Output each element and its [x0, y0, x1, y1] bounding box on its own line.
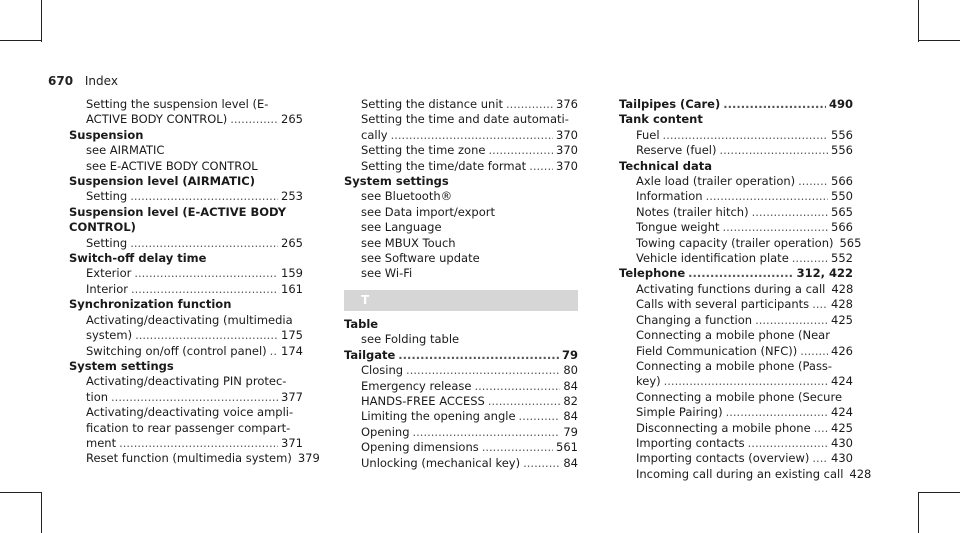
entry-label: Towing capacity (trailer operation) [636, 235, 834, 250]
page-reference[interactable]: 370 [556, 127, 578, 142]
page-reference[interactable]: 426 [831, 343, 853, 358]
page-reference[interactable]: 370 [556, 158, 578, 173]
entry-label: Tailpipes (Care) [619, 97, 721, 111]
index-entry [344, 189, 578, 204]
page-reference[interactable]: 428 [849, 466, 872, 481]
crop-mark [918, 40, 960, 41]
leader-dots [800, 344, 828, 359]
page-reference[interactable]: 84 [563, 378, 578, 393]
index-heading [619, 112, 853, 127]
leader-dots [134, 266, 278, 281]
entry-label: Suspension level (E-ACTIVE BODY [69, 204, 287, 219]
index-entry [344, 456, 578, 471]
entry-label: ment [86, 435, 117, 450]
leader-dots [130, 236, 278, 251]
index-entry [619, 220, 853, 235]
index-entry [344, 440, 578, 455]
leader-dots [752, 205, 828, 220]
index-entry [619, 128, 853, 143]
index-heading [619, 266, 853, 281]
page-reference[interactable]: 80 [563, 363, 578, 378]
index-entry [344, 143, 578, 158]
index-entry [69, 189, 303, 204]
index-entry [619, 313, 853, 328]
index-entry [619, 421, 853, 436]
index-entry [619, 297, 853, 312]
entry-label: Unlocking (mechanical key) [361, 455, 521, 470]
index-entry [619, 251, 853, 266]
page-header [48, 74, 118, 88]
leader-dots [111, 390, 278, 405]
entry-label: cally [361, 127, 388, 142]
leader-dots [664, 374, 828, 389]
index-entry [619, 466, 872, 482]
crop-mark [918, 492, 919, 533]
page-reference[interactable]: 379 [297, 451, 320, 466]
index-entry [69, 143, 303, 158]
entry-label: Incoming call during an existing call [636, 466, 844, 481]
index-heading [344, 174, 578, 189]
page-reference[interactable]: 430 [831, 435, 853, 450]
index-entry [619, 390, 853, 405]
page-reference[interactable]: 430 [831, 451, 853, 466]
entry-label: Tongue weight [636, 220, 720, 235]
leader-dots [723, 97, 826, 112]
page-reference[interactable]: 79 [563, 424, 578, 439]
entry-label: Vehicle identification plate [636, 251, 789, 266]
leader-dots [663, 128, 829, 143]
index-entry [619, 235, 862, 251]
entry-label: Opening [361, 424, 410, 439]
entry-label: Closing [361, 363, 404, 378]
entry-label: System settings [69, 358, 174, 373]
index-entry [344, 332, 578, 347]
leader-dots [812, 451, 828, 466]
index-entry [619, 344, 853, 359]
leader-dots [529, 159, 553, 174]
page-reference[interactable]: 552 [831, 251, 853, 266]
index-column-1 [69, 97, 320, 467]
leader-dots [723, 220, 829, 235]
page-reference[interactable]: 376 [556, 97, 578, 111]
index-heading [619, 159, 853, 174]
entry-label: CONTROL) [69, 220, 136, 235]
index-entry [69, 282, 303, 297]
index-entry [344, 236, 578, 251]
page-number: 670 [48, 74, 74, 88]
entry-label: Technical data [619, 158, 713, 173]
entry-label: tion [86, 389, 109, 404]
entry-label: key) [636, 374, 661, 389]
entry-label: Importing contacts [636, 435, 745, 450]
leader-dots [488, 394, 561, 409]
page-reference[interactable]: 312, 422 [796, 266, 853, 281]
leader-dots [814, 421, 828, 436]
entry-label: Tank content [619, 112, 703, 127]
index-entry [619, 451, 853, 466]
index-entry [69, 451, 320, 466]
page-reference[interactable]: 174 [281, 343, 303, 358]
leader-dots [398, 348, 559, 363]
leader-dots [131, 282, 278, 297]
index-entry [344, 97, 578, 112]
entry-label: Activating/deactivating (multimedia [86, 312, 293, 327]
leader-dots [506, 97, 553, 112]
page-reference[interactable]: 370 [556, 143, 578, 158]
page-reference[interactable]: 425 [831, 420, 853, 435]
index-entry [344, 220, 578, 235]
entry-label: see Wi-Fi [361, 266, 413, 281]
leader-dots [482, 440, 553, 455]
entry-label: Opening dimensions [361, 440, 479, 455]
page-reference[interactable]: 159 [281, 266, 303, 281]
index-entry [69, 236, 303, 251]
index-entry [344, 266, 578, 281]
page-reference[interactable]: 565 [831, 204, 853, 219]
entry-label: Reserve (fuel) [636, 143, 717, 158]
entry-label: see AIRMATIC [86, 143, 165, 158]
leader-dots [130, 189, 278, 204]
index-entry [69, 97, 303, 112]
index-entry [344, 251, 578, 266]
leader-dots [474, 379, 560, 394]
crop-mark [0, 40, 42, 41]
page-reference[interactable]: 265 [281, 235, 303, 250]
page-reference[interactable]: 253 [281, 189, 303, 204]
index-entry [344, 394, 578, 409]
entry-label: HANDS-FREE ACCESS [361, 393, 485, 408]
entry-label: System settings [344, 174, 449, 189]
leader-dots [119, 436, 278, 451]
page-reference[interactable]: 566 [831, 220, 853, 235]
entry-label: see Bluetooth® [361, 189, 453, 204]
index-entry [619, 328, 853, 343]
index-heading [344, 317, 578, 332]
page-reference[interactable]: 565 [839, 235, 862, 250]
index-entry [619, 282, 853, 297]
crop-mark [0, 492, 42, 493]
entry-label: Calls with several participants [636, 297, 810, 312]
entry-label: see Folding table [361, 332, 460, 347]
crop-mark [41, 0, 42, 42]
entry-label: system) [86, 328, 133, 343]
entry-label: Synchronization function [69, 297, 232, 312]
index-entry [69, 421, 303, 436]
entry-label: see Language [361, 220, 442, 235]
index-entry [619, 405, 853, 420]
index-heading [69, 205, 303, 220]
section-title: Index [84, 74, 118, 88]
index-entry [619, 189, 853, 204]
index-entry [69, 159, 303, 174]
entry-label: Reset function (multimedia system) [86, 451, 292, 466]
leader-dots [413, 425, 561, 440]
entry-label: Exterior [86, 266, 132, 281]
index-entry [69, 313, 303, 328]
index-entry [619, 436, 853, 451]
index-letter-heading: T [344, 290, 578, 311]
index-entry [619, 174, 853, 189]
entry-label: Setting the distance unit [361, 97, 504, 111]
leader-dots [726, 405, 828, 420]
page-reference[interactable]: 424 [831, 405, 853, 420]
index-heading [619, 97, 853, 112]
page-reference[interactable]: 490 [828, 97, 853, 111]
entry-label: Telephone [619, 266, 686, 281]
entry-label: Switch-off delay time [69, 251, 207, 266]
entry-label: see MBUX Touch [361, 235, 456, 250]
entry-label: Limiting the opening angle [361, 409, 516, 424]
page-reference[interactable]: 550 [831, 189, 853, 204]
entry-label: Activating/deactivating PIN protec- [86, 374, 287, 389]
index-entry [69, 112, 303, 127]
entry-label: Table [344, 316, 379, 331]
leader-dots [135, 328, 278, 343]
index-heading [344, 348, 578, 363]
page-reference[interactable]: 82 [563, 393, 578, 408]
leader-dots [792, 251, 828, 266]
page-reference[interactable]: 175 [281, 328, 303, 343]
leader-dots [706, 189, 828, 204]
leader-dots [798, 174, 828, 189]
leader-dots [230, 112, 278, 127]
leader-dots [488, 143, 553, 158]
entry-label: Setting [86, 235, 128, 250]
entry-label: see Software update [361, 251, 480, 266]
index-column-2 [344, 97, 578, 471]
leader-dots [270, 344, 278, 359]
leader-dots [688, 266, 793, 281]
page-reference[interactable]: 428 [831, 281, 854, 296]
entry-label: Connecting a mobile phone (Secure [636, 389, 843, 404]
entry-label: Activating/deactivating voice ampli- [86, 405, 294, 420]
page-reference[interactable]: 556 [831, 127, 853, 142]
index-heading [69, 128, 303, 143]
page-reference[interactable]: 84 [563, 455, 578, 470]
index-entry [344, 205, 578, 220]
entry-label: Activating functions during a call [636, 281, 826, 296]
index-entry [344, 128, 578, 143]
entry-label: Field Communication (NFC)) [636, 343, 798, 358]
index-entry [69, 436, 303, 451]
entry-label: Tailgate [344, 347, 396, 362]
index-entry [69, 344, 303, 359]
entry-label: Setting the suspension level (E- [86, 97, 269, 111]
entry-label: Connecting a mobile phone (Near [636, 328, 830, 343]
page-reference[interactable]: 79 [561, 347, 578, 362]
index-entry [619, 205, 853, 220]
entry-label: Switching on/off (control panel) [86, 343, 267, 358]
index-entry [69, 374, 303, 389]
page-reference[interactable]: 377 [281, 389, 303, 404]
page-reference[interactable]: 371 [281, 435, 303, 450]
entry-label: Connecting a mobile phone (Pass- [636, 358, 833, 373]
index-column-3 [619, 97, 872, 482]
crop-mark [918, 0, 919, 42]
index-entry [69, 390, 303, 405]
leader-dots [391, 128, 553, 143]
index-entry [344, 112, 578, 127]
index-entry [619, 374, 853, 389]
index-heading [69, 251, 303, 266]
leader-dots [523, 456, 560, 471]
entry-label: Emergency release [361, 378, 472, 393]
entry-label: Fuel [636, 127, 660, 142]
entry-label: ACTIVE BODY CONTROL) [86, 112, 228, 127]
entry-label: Setting the time/date format [361, 158, 527, 173]
entry-label: Setting the time zone [361, 143, 486, 158]
index-entry [344, 363, 578, 378]
index-heading [69, 174, 303, 189]
index-heading [69, 220, 303, 235]
page-reference[interactable]: 566 [831, 174, 853, 189]
entry-label: Setting [86, 189, 128, 204]
page-reference[interactable]: 265 [281, 112, 303, 127]
page-reference[interactable]: 428 [831, 297, 853, 312]
index-heading [69, 297, 303, 312]
index-entry [69, 266, 303, 281]
entry-label: Importing contacts (overview) [636, 451, 810, 466]
leader-dots [719, 143, 828, 158]
entry-label: Setting the time and date automati- [361, 112, 569, 127]
index-entry [69, 405, 303, 420]
leader-dots [519, 409, 561, 424]
index-entry [69, 328, 303, 343]
index-entry [619, 359, 853, 374]
crop-mark [918, 492, 960, 493]
entry-label: Suspension level (AIRMATIC) [69, 174, 255, 189]
page-reference[interactable]: 84 [563, 409, 578, 424]
index-entry [344, 409, 578, 424]
page-reference[interactable]: 161 [281, 281, 303, 296]
leader-dots [812, 297, 828, 312]
entry-label: Changing a function [636, 312, 753, 327]
leader-dots [748, 436, 828, 451]
index-entry [619, 143, 853, 158]
leader-dots [755, 313, 828, 328]
index-entry [344, 425, 578, 440]
entry-label: see Data import/export [361, 204, 496, 219]
entry-label: Disconnecting a mobile phone [636, 420, 811, 435]
index-heading [69, 359, 303, 374]
entry-label: Axle load (trailer operation) [636, 174, 796, 189]
entry-label: Information [636, 189, 703, 204]
entry-label: Suspension [69, 127, 144, 142]
entry-label: Notes (trailer hitch) [636, 204, 749, 219]
index-entry [344, 379, 578, 394]
page-reference[interactable]: 424 [831, 374, 853, 389]
entry-label: Simple Pairing) [636, 405, 723, 420]
page-reference[interactable]: 425 [831, 312, 853, 327]
page-reference[interactable]: 556 [831, 143, 853, 158]
leader-dots [406, 363, 560, 378]
entry-label: see E-ACTIVE BODY CONTROL [86, 158, 258, 173]
page-reference[interactable]: 561 [556, 440, 578, 455]
entry-label: Interior [86, 281, 128, 296]
index-entry [344, 159, 578, 174]
entry-label: fication to rear passenger compart- [86, 420, 291, 435]
crop-mark [41, 492, 42, 533]
